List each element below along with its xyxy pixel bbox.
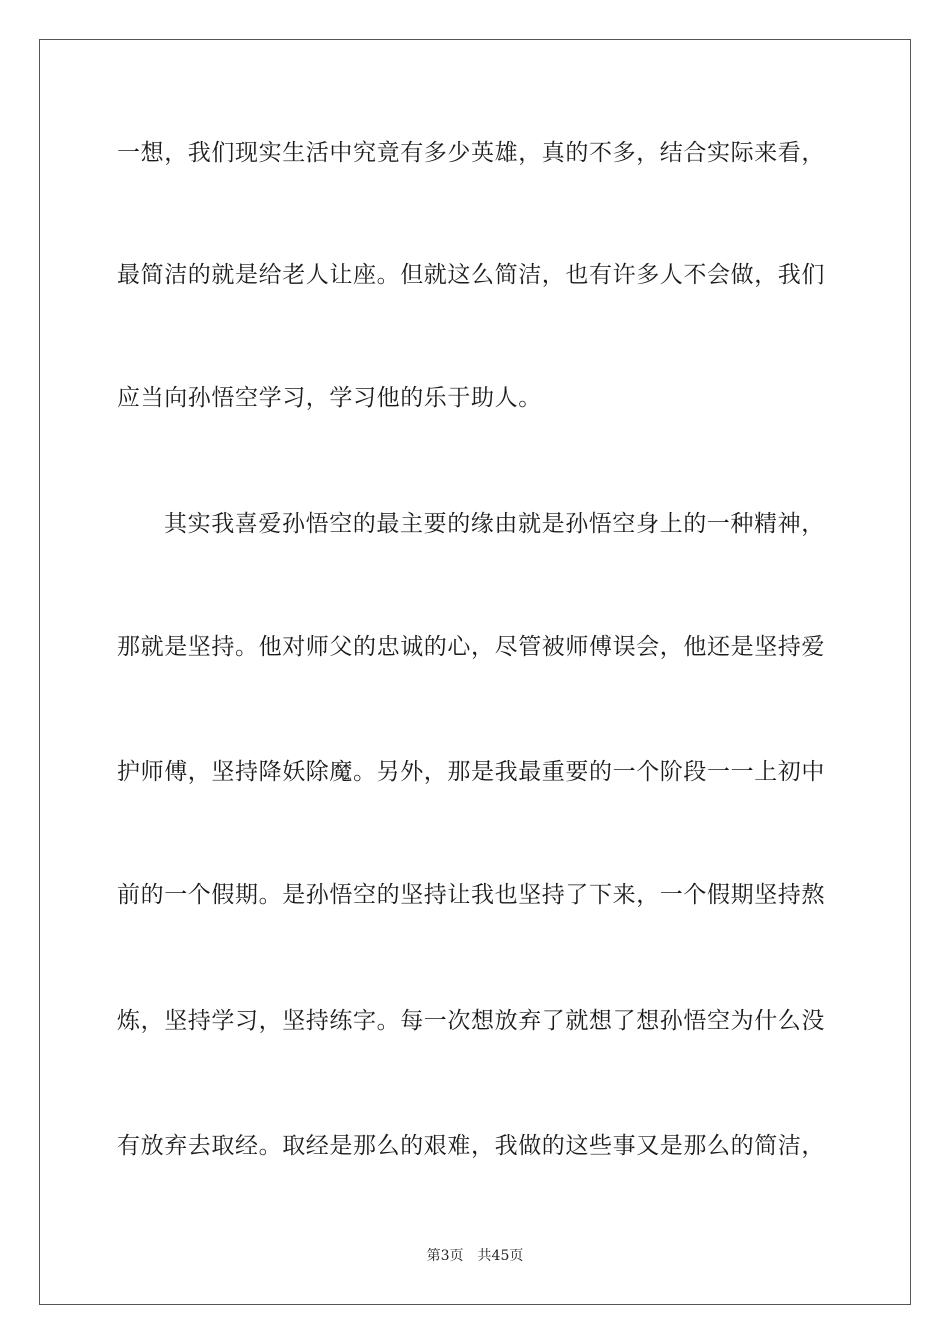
page-footer (0, 1247, 950, 1265)
page-total: 共45页 (477, 1248, 524, 1264)
page-border (39, 39, 911, 1305)
text-line-9: 有放弃去取经。取经是那么的艰难，我做的这些事又是那么的简洁， (117, 1133, 825, 1159)
text-line-2: 最简洁的就是给老人让座。但就这么简洁，也有许多人不会做，我们 (117, 262, 825, 288)
text-line-8: 炼，坚持学习，坚持练字。每一次想放弃了就想了想孙悟空为什么没 (117, 1008, 825, 1034)
text-line-4-paragraph-start: 其实我喜爱孙悟空的最主要的缘由就是孙悟空身上的一种精神， (164, 511, 825, 537)
text-line-7: 前的一个假期。是孙悟空的坚持让我也坚持了下来，一个假期坚持熬 (117, 882, 825, 908)
text-line-3: 应当向孙悟空学习，学习他的乐于助人。 (117, 385, 542, 411)
text-line-1: 一想，我们现实生活中究竟有多少英雄，真的不多，结合实际来看， (117, 140, 825, 166)
text-line-5: 那就是坚持。他对师父的忠诚的心，尽管被师傅误会，他还是坚持爱 (117, 634, 825, 660)
text-line-6: 护师傅，坚持降妖除魔。另外，那是我最重要的一个阶段一一上初中 (117, 759, 825, 785)
page-number: 第3页 (426, 1248, 464, 1264)
